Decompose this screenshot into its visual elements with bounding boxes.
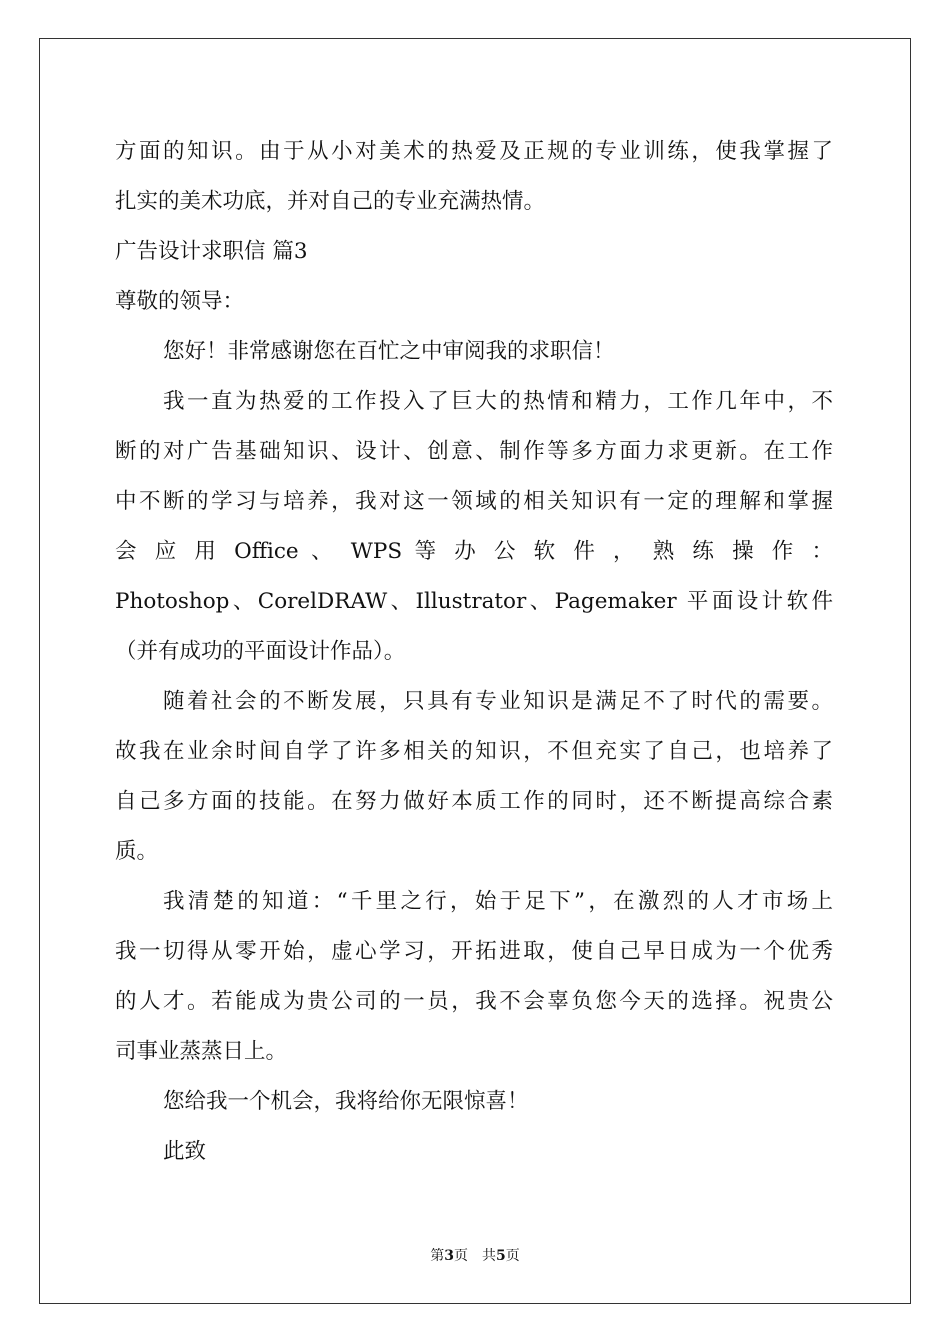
page-number-suffix: 页 <box>505 1248 520 1264</box>
text-line: （并有成功的平面设计作品）。 <box>115 639 406 664</box>
text-line: 司事业蒸蒸日上。 <box>115 1039 288 1064</box>
text-line: 您给我一个机会，我将给你无限惊喜！ <box>163 1089 529 1114</box>
text-line: 断的对广告基础知识、设计、创意、制作等多方面力求更新。在工作 <box>115 439 833 464</box>
text-line: Photoshop、CorelDRAW、Illustrator、Pagemaker 平面设计软件 <box>115 589 833 614</box>
text-line: 我一直为热爱的工作投入了巨大的热情和精力，工作几年中，不 <box>163 389 833 414</box>
text-line: 我清楚的知道：“千里之行，始于足下”，在激烈的人才市场上 <box>163 889 833 914</box>
salutation: 尊敬的领导： <box>115 289 245 314</box>
text-line: 自己多方面的技能。在努力做好本质工作的同时，还不断提高综合素 <box>115 789 833 814</box>
text-line: 扎实的美术功底，并对自己的专业充满热情。 <box>115 189 546 214</box>
text-line: 我一切得从零开始，虚心学习，开拓进取，使自己早日成为一个优秀 <box>115 939 833 964</box>
text-line: 会 应 用 Office 、 WPS 等 办 公 软 件 ， 熟 练 操 作 ： <box>115 539 833 564</box>
text-line: 质。 <box>115 839 159 864</box>
text-line: 方面的知识。由于从小对美术的热爱及正规的专业训练，使我掌握了 <box>115 139 833 164</box>
current-page-number: 3 <box>444 1248 454 1264</box>
page-number-prefix: 第 <box>430 1248 445 1264</box>
total-page-number: 5 <box>496 1248 506 1264</box>
text-line: 的人才。若能成为贵公司的一员，我不会辜负您今天的选择。祝贵公 <box>115 989 833 1014</box>
page-number-middle: 页 共 <box>454 1248 496 1264</box>
text-line: 中不断的学习与培养，我对这一领域的相关知识有一定的理解和掌握 <box>115 489 833 514</box>
text-line: 随着社会的不断发展，只具有专业知识是满足不了时代的需要。 <box>163 689 833 714</box>
page-footer <box>0 1245 950 1265</box>
text-line: 故我在业余时间自学了许多相关的知识，不但充实了自己，也培养了 <box>115 739 833 764</box>
document-body <box>115 127 833 1177</box>
closing-line: 此致 <box>163 1139 207 1164</box>
greeting-line: 您好！非常感谢您在百忙之中审阅我的求职信！ <box>163 339 615 364</box>
section-heading: 广告设计求职信 篇3 <box>115 239 308 264</box>
